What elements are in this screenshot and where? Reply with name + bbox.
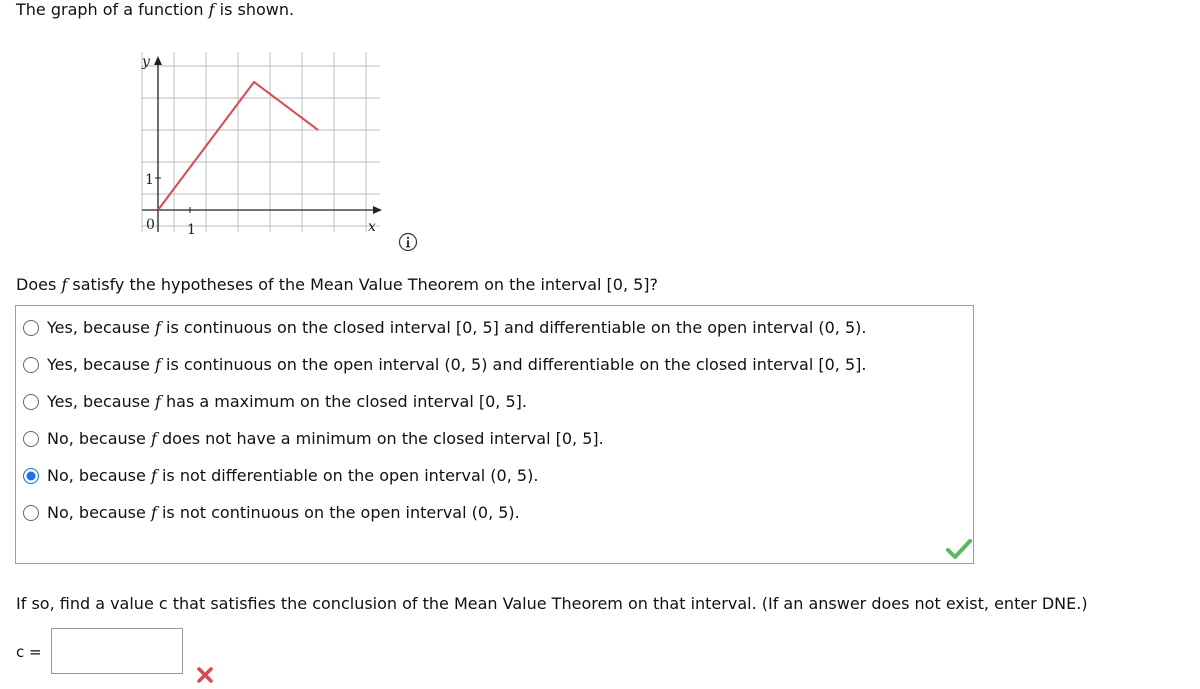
option-label: No, because f does not have a minimum on the closed interval [0, 5]. bbox=[47, 429, 604, 448]
radio-button[interactable] bbox=[23, 431, 39, 447]
origin-label: 0 bbox=[146, 217, 155, 233]
c-label: c = bbox=[16, 643, 42, 661]
option-6[interactable] bbox=[23, 499, 520, 527]
option-label: No, because f is not continuous on the open interval (0, 5). bbox=[47, 503, 520, 522]
option-5[interactable] bbox=[23, 462, 538, 490]
x-axis-arrow bbox=[373, 206, 382, 214]
followup-question: If so, find a value c that satisfies the conclusion of the Mean Value Theorem on that interval. (If an answer does not exist, enter DNE.) bbox=[16, 594, 1088, 613]
y-tick-label: 1 bbox=[145, 172, 154, 188]
option-4[interactable] bbox=[23, 425, 604, 453]
radio-button[interactable] bbox=[23, 468, 39, 484]
radio-button[interactable] bbox=[23, 505, 39, 521]
function-graph bbox=[128, 50, 388, 240]
option-label: Yes, because f is continuous on the open interval (0, 5) and differentiable on the closed interval [0, 5]. bbox=[47, 355, 867, 374]
y-axis-label: y bbox=[142, 54, 150, 70]
info-icon[interactable] bbox=[398, 232, 418, 252]
option-1[interactable] bbox=[23, 314, 866, 342]
checkmark-icon bbox=[946, 538, 972, 560]
x-axis-label: x bbox=[368, 219, 376, 235]
mvt-question: Does f satisfy the hypotheses of the Mean Value Theorem on the interval [0, 5]? bbox=[16, 275, 659, 294]
option-label: Yes, because f has a maximum on the closed interval [0, 5]. bbox=[47, 392, 527, 411]
graph-grid bbox=[142, 52, 380, 232]
radio-button[interactable] bbox=[23, 357, 39, 373]
incorrect-x-icon bbox=[196, 666, 214, 684]
radio-button[interactable] bbox=[23, 320, 39, 336]
y-axis-arrow bbox=[154, 56, 162, 65]
option-label: Yes, because f is continuous on the closed interval [0, 5] and differentiable on the open interval (0, 5). bbox=[47, 318, 867, 337]
problem-intro: The graph of a function f is shown. bbox=[16, 0, 295, 19]
option-2[interactable] bbox=[23, 351, 866, 379]
option-3[interactable] bbox=[23, 388, 527, 416]
option-label: No, because f is not differentiable on the open interval (0, 5). bbox=[47, 466, 539, 485]
answer-options bbox=[15, 305, 974, 564]
radio-button[interactable] bbox=[23, 394, 39, 410]
x-tick-label: 1 bbox=[187, 222, 196, 238]
c-input[interactable] bbox=[51, 628, 183, 674]
